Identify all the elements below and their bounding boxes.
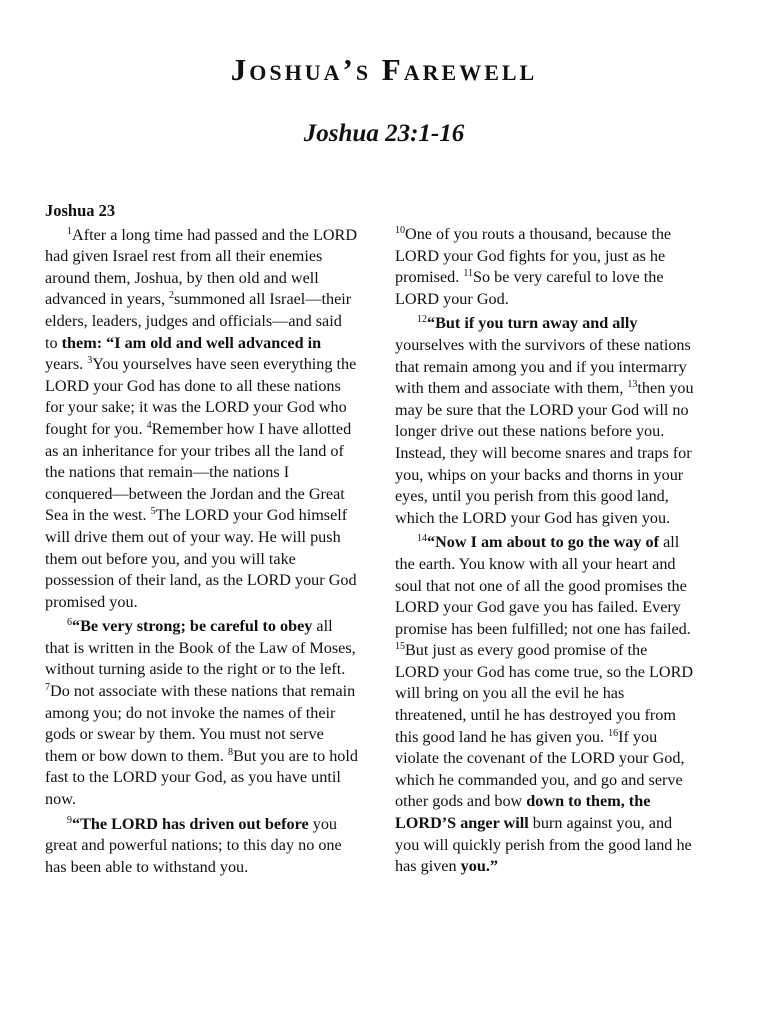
verse-number: 15 xyxy=(395,641,405,653)
verse-text-emphasis: them: “I am old and well advanced in xyxy=(61,333,322,352)
verse-number: 16 xyxy=(608,727,619,739)
verse-text: years. xyxy=(45,355,84,374)
verse-number: 8 xyxy=(228,746,233,758)
verse-text: You yourselves have seen everything the LORD your God has done to all these nations for your sake; it was the LORD your God who fought for you. xyxy=(45,355,357,438)
paragraph-verses-12-13 xyxy=(395,313,695,529)
verse-text: If you violate the covenant of the LORD your God, which he commanded you, and go and serve other gods and bow xyxy=(395,727,685,811)
verse-number: 9 xyxy=(67,814,72,826)
verse-number: 6 xyxy=(67,617,72,629)
verse-number: 3 xyxy=(87,355,93,367)
verse-text: all that is written in the Book of the Law of Moses, without turning aside to the right or to the left. xyxy=(45,617,356,679)
verse-text: you great and powerful nations; to this day no one has been able to withstand you. xyxy=(45,814,342,876)
chapter-heading: Joshua 23 xyxy=(45,201,116,220)
verse-text: summoned all Israel—their elders, leaders, judges and officials—and said to xyxy=(45,290,352,352)
verse-text-emphasis: “But if you turn away and ally xyxy=(427,314,638,333)
verse-text-emphasis: you.” xyxy=(460,857,498,876)
verse-text: But just as every good promise of the LORD your God has come true, so the LORD will bring on you all the evil he has threatened, until he has destroyed you from this good land he has given you. xyxy=(395,641,694,746)
verse-text-emphasis: “The LORD has driven out before xyxy=(72,814,309,833)
page-subtitle: Joshua 23:1-16 xyxy=(303,120,465,147)
verse-number: 5 xyxy=(150,506,156,518)
verse-number: 13 xyxy=(627,379,638,391)
verse-number: 4 xyxy=(146,419,152,431)
verse-number: 12 xyxy=(417,314,427,326)
verse-text-emphasis: down to them, the LORD’S anger will xyxy=(395,792,651,833)
paragraph-verses-14-16 xyxy=(395,532,695,878)
verse-text-emphasis: “Be very strong; be careful to obey xyxy=(72,617,313,636)
right-column xyxy=(395,224,695,881)
verse-text: One of you routs a thousand, because the LORD your God fights for you, just as he promised. xyxy=(395,225,672,287)
verse-text: Remember how I have allotted as an inheritance for your tribes all the land of the nations that remain—the nations I conquered—between the Jordan and the Great Sea in the west. xyxy=(45,419,352,525)
verse-text-emphasis: “Now I am about to go the way of xyxy=(427,533,660,552)
verse-text: all the earth. You know with all your heart and soul that not one of all the good promises the LORD your God gave you has failed. Every promise has been fulfilled; not one has failed. xyxy=(395,533,691,638)
verse-text: burn against you, and you will quickly perish from the good land he has given xyxy=(395,814,692,876)
verse-number: 2 xyxy=(169,290,175,302)
verse-text: then you may be sure that the LORD your God will no longer drive out these nations before you. Instead, they will become snares and traps for you, whips on your backs and thorns in your eyes, until you perish from this good land, which the LORD your God has given you. xyxy=(395,379,694,527)
verse-text: So be very careful to love the LORD your God. xyxy=(395,268,664,308)
paragraph-verses-6-8 xyxy=(45,616,358,810)
verse-text: The LORD your God himself will drive them out of your way. He will push them out before you, and you will take possession of their land, as the LORD your God promised you. xyxy=(45,506,357,611)
verse-number: 10 xyxy=(395,225,405,236)
verse-text: Do not associate with these nations that remain among you; do not invoke the names of their gods or swear by them. You must not serve them or bow down to them. xyxy=(45,682,356,765)
verse-text: But you are to hold fast to the LORD your God, as you have until now. xyxy=(45,746,358,809)
page-title: Joshua’s Farewell xyxy=(230,52,538,87)
paragraph-verses-10-11 xyxy=(395,224,695,310)
paragraph-verse-9 xyxy=(45,814,358,879)
left-column xyxy=(45,200,358,881)
verse-number: 1 xyxy=(67,225,72,237)
verse-text: After a long time had passed and the LORD had given Israel rest from all their enemies around them, Joshua, by then old and well advanced in years, xyxy=(45,225,358,309)
verse-number: 11 xyxy=(463,268,473,280)
verse-number: 14 xyxy=(417,533,427,545)
verse-text: yourselves with the survivors of these nations that remain among you and if you intermarry with them and associate with them, xyxy=(395,335,691,398)
verse-number: 7 xyxy=(45,682,50,694)
paragraph-verses-1-5 xyxy=(45,225,358,614)
